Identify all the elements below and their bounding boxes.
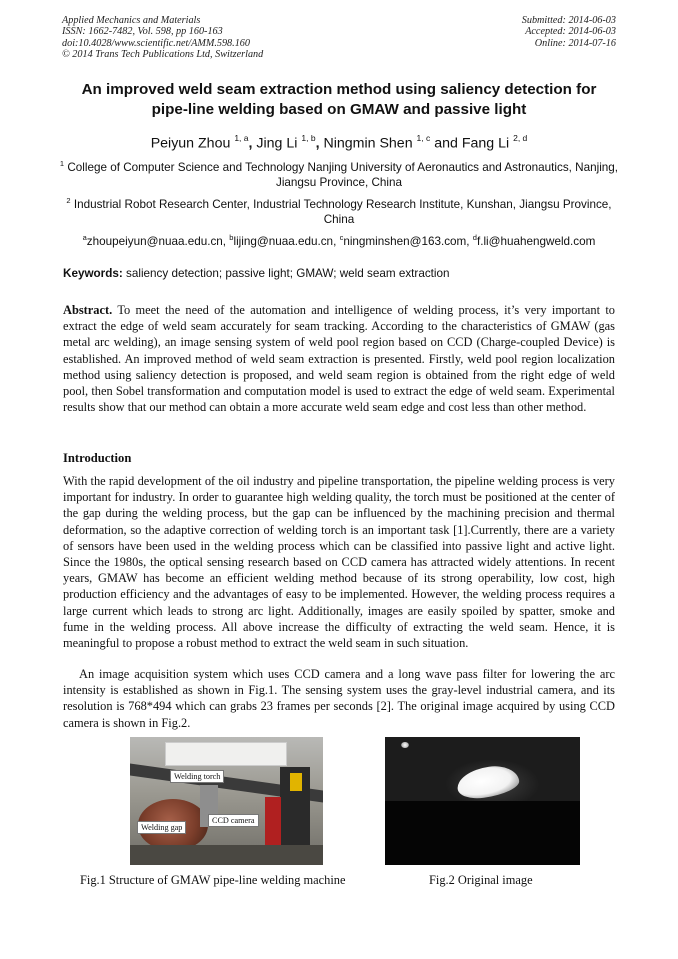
online-date: Online: 2014-07-16 (534, 37, 616, 49)
author-name: Fang Li (461, 135, 510, 152)
label-welding-torch: Welding torch (170, 770, 224, 783)
spatter-spot (401, 742, 409, 748)
figure-2-caption: Fig.2 Original image (429, 873, 533, 887)
figure-1-photo (130, 737, 323, 865)
affiliation-text: College of Computer Science and Technology Nanjing University of Aeronautics and Astronautics, Nanjing, Jiangsu Province, China (67, 160, 619, 189)
machine-base (130, 845, 323, 865)
author-affil-mark: 1, b (301, 133, 316, 143)
email-link[interactable]: zhoupeiyun@nuaa.edu.cn (86, 234, 223, 248)
author-name: Peiyun Zhou (150, 135, 231, 152)
section-heading-introduction: Introduction (63, 451, 132, 465)
doi-line: doi:10.4028/www.scientific.net/AMM.598.160 (62, 37, 250, 49)
copyright-line: © 2014 Trans Tech Publications Ltd, Switzerland (62, 49, 264, 61)
journal-name: Applied Mechanics and Materials (62, 15, 201, 26)
submitted-date: Submitted: 2014-06-03 (521, 15, 616, 26)
body-paragraph: With the rapid development of the oil industry and pipeline transportation, the pipeline welding process is very important for industry. In order to guarantee high welding quality, the torch must be positioned at the center of the gap during the welding process, but the gap can be influenced by the machining precision and thermal deformation, so the adaptive correction of welding torch is an important task [1].Currently, there are a variety of sensors have been used in the welding process which can be classified into passive light and active light. Since the 1980s, the optical sensing research based on CCD camera has attracted widely attentions. In recent years, GMAW has become an efficient welding method because of its strong operability, low cost, high production efficiency and the advantages of easy to be implemented. However, the welding process requires a large current which leads to strong arc light. Additionally, images are easily spoiled by spatter, smoke and fume in the welding process. All above increase the difficulty of extracting the weld seam. Hence, it is meaningful to propose a robust method to extract the weld seam in such situation. (63, 474, 615, 651)
paper-title-line-2: pipe-line welding based on GMAW and passive light (151, 101, 527, 118)
author-affil-mark: 1, a (234, 133, 249, 143)
abstract-text: To meet the need of the automation and intelligence of welding process, it’s very important to extract the edge of weld seam accurately for seam tracking. According to the characteristics of GMAW (gas metal arc welding), an image sensing system of weld pool region based on CCD (Charge-coupled Device) is established. An improved method of weld seam extraction is presented. Firstly, weld pool region localization method using saliency detection is proposed, and weld seam region is obtained from the right edge of weld pool, then Sobel transformation and computation model is used to extract the edge of weld seam. Experimental results show that our method can obtain a more accurate weld seam edge and cost less than other method. (63, 303, 616, 415)
keywords (63, 266, 615, 281)
keywords-label: Keywords: (63, 267, 123, 280)
journal-header-right (522, 15, 616, 49)
affiliation-number: 2 (66, 196, 71, 205)
author-name: Ningmin Shen (323, 135, 413, 152)
author-affil-mark: 1, c (416, 133, 431, 143)
author-conjunction: and (434, 135, 458, 152)
issn-line: ISSN: 1662-7482, Vol. 598, pp 160-163 (62, 26, 223, 38)
label-ccd-camera: CCD camera (208, 814, 259, 827)
email-mark: a (82, 233, 87, 242)
paper-title-line-1: An improved weld seam extraction method using saliency detection for (81, 81, 597, 98)
paper-title (40, 80, 638, 120)
journal-header-left (62, 15, 263, 61)
author-name: Jing Li (256, 135, 298, 152)
author-emails: $^a$zhoupeiyun@nuaa.edu.cn, $^b$lijing@nuaa.edu.cn, $^c$ningminshen@163.com, $^d$f.li@huahengweld.com (82, 233, 596, 248)
affiliation-number: 1 (59, 159, 65, 168)
body-paragraph: An image acquisition system which uses CCD camera and a long wave pass filter for lowering the arc intensity is established as shown in Fig.1. The sensing system uses the gray-level industrial camera, and its resolution is 768*494 which can grabs 23 frames per seconds [2]. The original image acquired by using CCD camera is shown in Fig.2. (63, 667, 615, 730)
abstract-label: Abstract. (63, 303, 113, 317)
keywords-text: saliency detection; passive light; GMAW; weld seam extraction (126, 267, 450, 280)
affiliation (52, 156, 626, 190)
label-welding-gap: Welding gap (137, 821, 186, 834)
email-mark: d (472, 233, 477, 242)
email-link[interactable]: lijing@nuaa.edu.cn (233, 234, 334, 248)
email-link[interactable]: f.li@huahengweld.com (476, 234, 596, 248)
warning-sign (290, 773, 302, 791)
author-affil-mark: 2, d (513, 133, 528, 143)
figure-1-caption: Fig.1 Structure of GMAW pipe-line welding machine (80, 873, 346, 887)
abstract (63, 302, 615, 415)
affiliation-text: Industrial Robot Research Center, Industrial Technology Research Institute, Kunshan, Jiangsu Province, China (73, 197, 612, 226)
accepted-date: Accepted: 2014-06-03 (525, 26, 616, 38)
background-wall (165, 742, 287, 766)
figure-2-image (385, 737, 580, 865)
email-mark: b (229, 233, 234, 242)
red-actuator (265, 797, 281, 847)
dark-lower-region (385, 801, 580, 865)
email-link[interactable]: ningminshen@163.com (343, 234, 467, 248)
author-list: Peiyun Zhou $^{1, a}$, Jing Li $^{1, b}$, Ningmin Shen $^{1, c}$ and Fang Li $^{2, d}$ (150, 133, 528, 152)
email-mark: c (339, 233, 344, 242)
affiliation (52, 193, 626, 227)
